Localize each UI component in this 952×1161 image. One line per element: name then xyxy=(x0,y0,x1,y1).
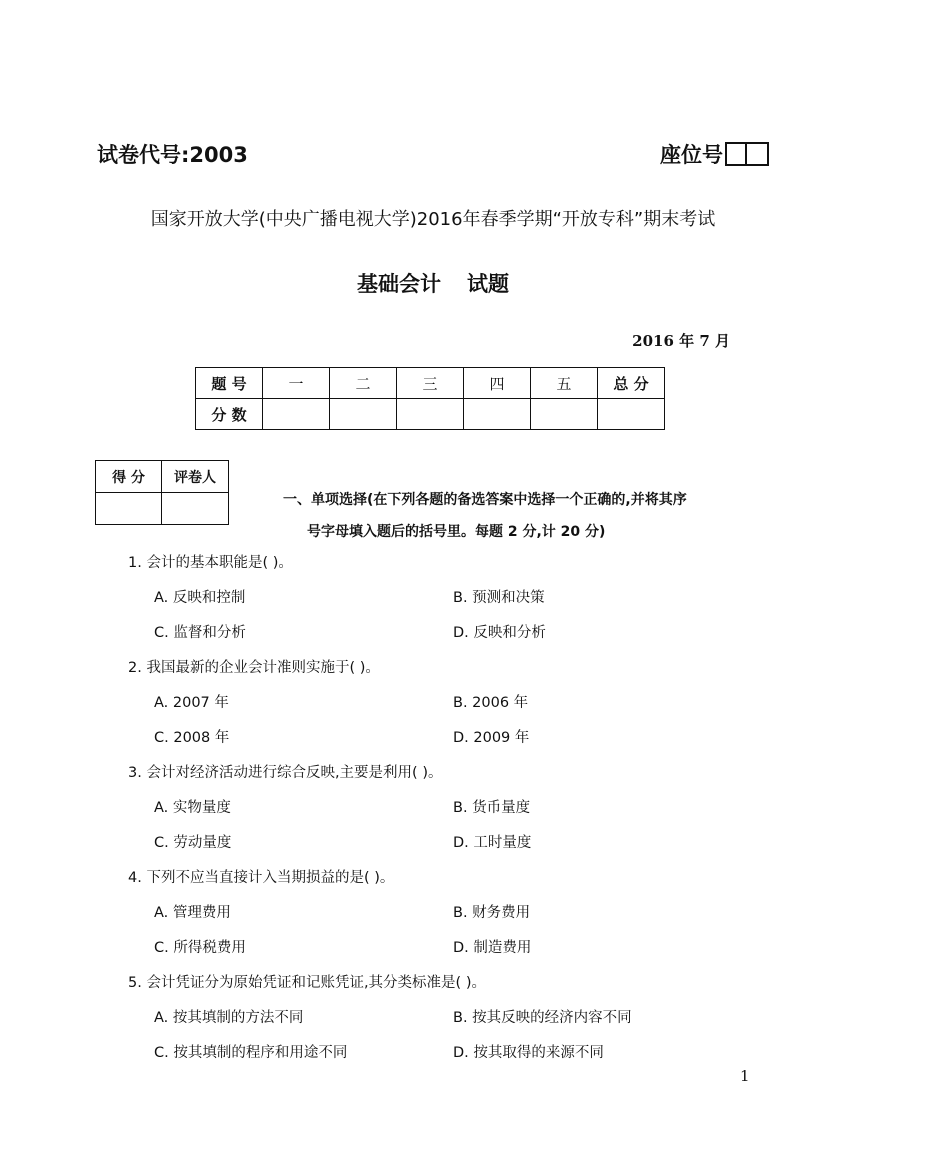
subject-title xyxy=(0,268,866,298)
option-a: A. 实物量度 xyxy=(154,800,231,816)
option-a: A. 反映和控制 xyxy=(154,590,246,606)
option-c: C. 2008 年 xyxy=(154,730,230,746)
score-input-cell xyxy=(531,399,598,430)
score-table-cell: 三 xyxy=(397,368,464,399)
grader-score-cell xyxy=(96,493,162,525)
option-c: C. 按其填制的程序和用途不同 xyxy=(154,1045,348,1061)
score-table-cell: 题 号 xyxy=(196,368,263,399)
score-table-cell: 总 分 xyxy=(598,368,665,399)
option-b: B. 财务费用 xyxy=(453,905,531,921)
option-a: A. 按其填制的方法不同 xyxy=(154,1010,304,1026)
page-number: 1 xyxy=(740,1067,750,1085)
seat-box-2 xyxy=(747,142,769,166)
score-table-cell: 一 xyxy=(263,368,330,399)
option-b: B. 按其反映的经济内容不同 xyxy=(453,1010,632,1026)
option-d: D. 2009 年 xyxy=(453,730,530,746)
seat-number-label: 座位号 xyxy=(660,143,723,167)
option-d: D. 反映和分析 xyxy=(453,625,546,641)
option-d: D. 制造费用 xyxy=(453,940,532,956)
score-table-cell: 二 xyxy=(330,368,397,399)
section-instructions xyxy=(283,484,783,548)
grader-name-header: 评卷人 xyxy=(162,461,229,493)
question-stem: 3. 会计对经济活动进行综合反映,主要是利用( )。 xyxy=(128,765,443,781)
exam-date: 2016 年 7 月 xyxy=(632,332,730,350)
seat-number-boxes xyxy=(725,142,769,166)
question-stem: 4. 下列不应当直接计入当期损益的是( )。 xyxy=(128,870,395,886)
score-table-cell: 五 xyxy=(531,368,598,399)
seat-box-1 xyxy=(725,142,747,166)
option-c: C. 监督和分析 xyxy=(154,625,246,641)
option-a: A. 2007 年 xyxy=(154,695,229,711)
option-b: B. 预测和决策 xyxy=(453,590,545,606)
section-instructions-line2: 号字母填入题后的括号里。每题 2 分,计 20 分) xyxy=(307,524,606,540)
score-input-cell xyxy=(397,399,464,430)
question-stem: 2. 我国最新的企业会计准则实施于( )。 xyxy=(128,660,380,676)
exam-title: 国家开放大学(中央广播电视大学)2016年春季学期“开放专科”期末考试 xyxy=(150,209,716,230)
question-stem: 1. 会计的基本职能是( )。 xyxy=(128,555,293,571)
section-instructions-line1: 一、单项选择(在下列各题的备选答案中选择一个正确的,并将其序 xyxy=(283,492,687,508)
option-a: A. 管理费用 xyxy=(154,905,231,921)
score-table-row-score xyxy=(196,399,665,430)
grader-name-cell xyxy=(162,493,229,525)
option-c: C. 劳动量度 xyxy=(154,835,232,851)
question-stem: 5. 会计凭证分为原始凭证和记账凭证,其分类标准是( )。 xyxy=(128,975,486,991)
score-table-cell: 四 xyxy=(464,368,531,399)
grader-table xyxy=(95,460,229,525)
option-b: B. 货币量度 xyxy=(453,800,531,816)
option-d: D. 按其取得的来源不同 xyxy=(453,1045,604,1061)
score-input-cell xyxy=(464,399,531,430)
seat-number xyxy=(660,139,769,169)
option-c: C. 所得税费用 xyxy=(154,940,246,956)
score-input-cell xyxy=(330,399,397,430)
grader-score-header: 得 分 xyxy=(96,461,162,493)
score-table xyxy=(195,367,665,430)
option-b: B. 2006 年 xyxy=(453,695,529,711)
subject-suffix: 试题 xyxy=(467,272,509,296)
option-d: D. 工时量度 xyxy=(453,835,532,851)
subject-name: 基础会计 xyxy=(357,272,441,296)
score-table-row-number xyxy=(196,368,665,399)
score-input-cell xyxy=(263,399,330,430)
score-input-cell xyxy=(598,399,665,430)
exam-code: 试卷代号:2003 xyxy=(97,143,248,167)
score-table-cell: 分 数 xyxy=(196,399,263,430)
